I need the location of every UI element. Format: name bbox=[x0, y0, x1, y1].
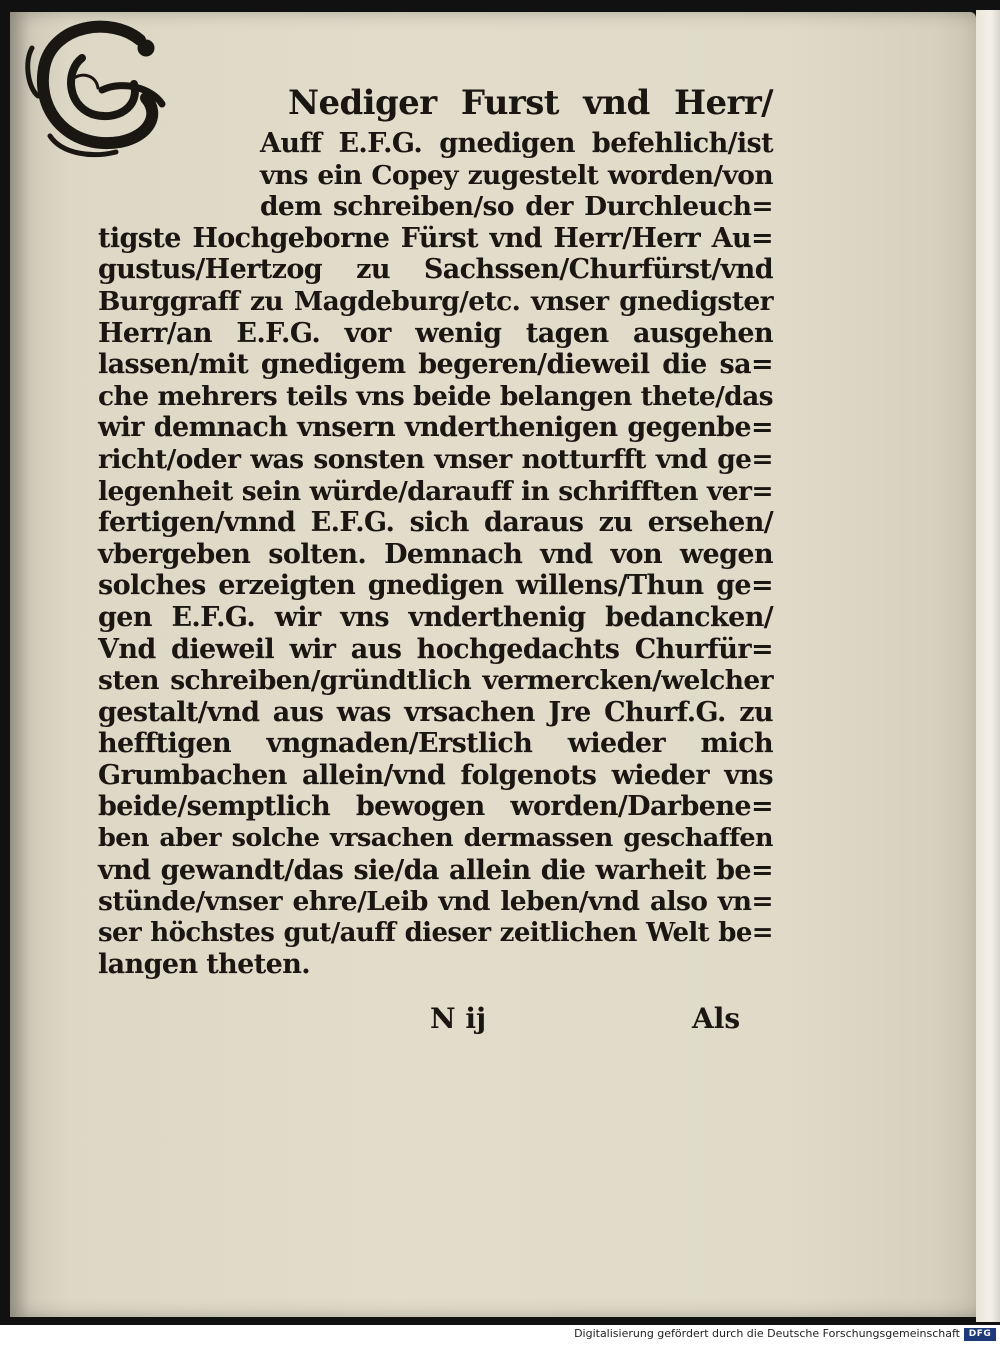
text-line: ben aber solche vrsachen dermassen geschaffen bbox=[98, 823, 773, 854]
digitization-footer bbox=[0, 1325, 1000, 1345]
text-line: solches erzeigten gnedigen willens/Thun ge= bbox=[98, 570, 773, 602]
text-line: vns ein Copey zugestelt worden/von bbox=[260, 159, 773, 191]
text-line: stünde/vnser ehre/Leib vnd leben/vnd also vn= bbox=[98, 886, 773, 918]
catchword: Als bbox=[692, 1002, 741, 1035]
footer-credit: Digitalisierung gefördert durch die Deutsche Forschungsgemeinschaft bbox=[574, 1327, 960, 1340]
text-line: beide/semptlich bewogen worden/Darbene= bbox=[98, 791, 773, 823]
book-page bbox=[10, 12, 976, 1317]
text-line: vnd gewandt/das sie/da allein die warheit be= bbox=[98, 854, 773, 886]
page-foot bbox=[430, 1002, 750, 1042]
text-line: langen theten. bbox=[98, 949, 311, 981]
text-line: vbergeben solten. Demnach vnd von wegen bbox=[98, 538, 773, 570]
text-line: che mehrers teils vns beide belangen thete/das bbox=[98, 380, 773, 412]
text-line: lassen/mit gnedigem begeren/dieweil die sa= bbox=[98, 349, 773, 381]
text-line: ser höchstes gut/auff dieser zeitlichen Welt be= bbox=[98, 917, 773, 948]
text-line: Vnd dieweil wir aus hochgedachts Churfür= bbox=[98, 633, 773, 665]
text-line: gestalt/vnd aus was vrsachen Jre Churf.G. zu bbox=[98, 696, 773, 728]
text-line: richt/oder was sonsten vnser notturfft vnd ge= bbox=[98, 443, 773, 475]
text-line: fertigen/vnnd E.F.G. sich daraus zu ersehen/ bbox=[98, 507, 773, 539]
dfg-logo: DFG bbox=[964, 1328, 996, 1341]
text-line: Burggraff zu Magdeburg/etc. vnser gnedigster bbox=[98, 285, 773, 317]
text-line: dem schreiben/so der Durchleuch= bbox=[260, 191, 773, 223]
text-line: Herr/an E.F.G. vor wenig tagen ausgehen bbox=[98, 317, 773, 349]
page-edge bbox=[976, 10, 1000, 1322]
text-line: sten schreiben/gründtlich vermercken/welcher bbox=[98, 665, 773, 697]
text-line: hefftigen vngnaden/Erstlich wieder mich bbox=[98, 728, 773, 760]
text-line: Auff E.F.G. gnedigen befehlich/ist bbox=[260, 128, 773, 159]
text-line: wir demnach vnsern vnderthenigen gegenbe= bbox=[98, 412, 773, 444]
text-line: gen E.F.G. wir vns vnderthenig bedancken/ bbox=[98, 601, 773, 633]
text-line: Grumbachen allein/vnd folgenots wieder vns bbox=[98, 759, 773, 791]
signature-mark: N ij bbox=[430, 1002, 487, 1035]
text-block bbox=[98, 78, 773, 981]
text-line: gustus/Hertzog zu Sachssen/Churfürst/vnd bbox=[98, 254, 773, 286]
text-line: legenheit sein würde/darauff in schrifften ver= bbox=[98, 475, 773, 507]
text-line: tigste Hochgeborne Fürst vnd Herr/Herr Au= bbox=[98, 222, 773, 254]
text-line: Nediger Furst vnd Herr/ bbox=[288, 83, 773, 123]
